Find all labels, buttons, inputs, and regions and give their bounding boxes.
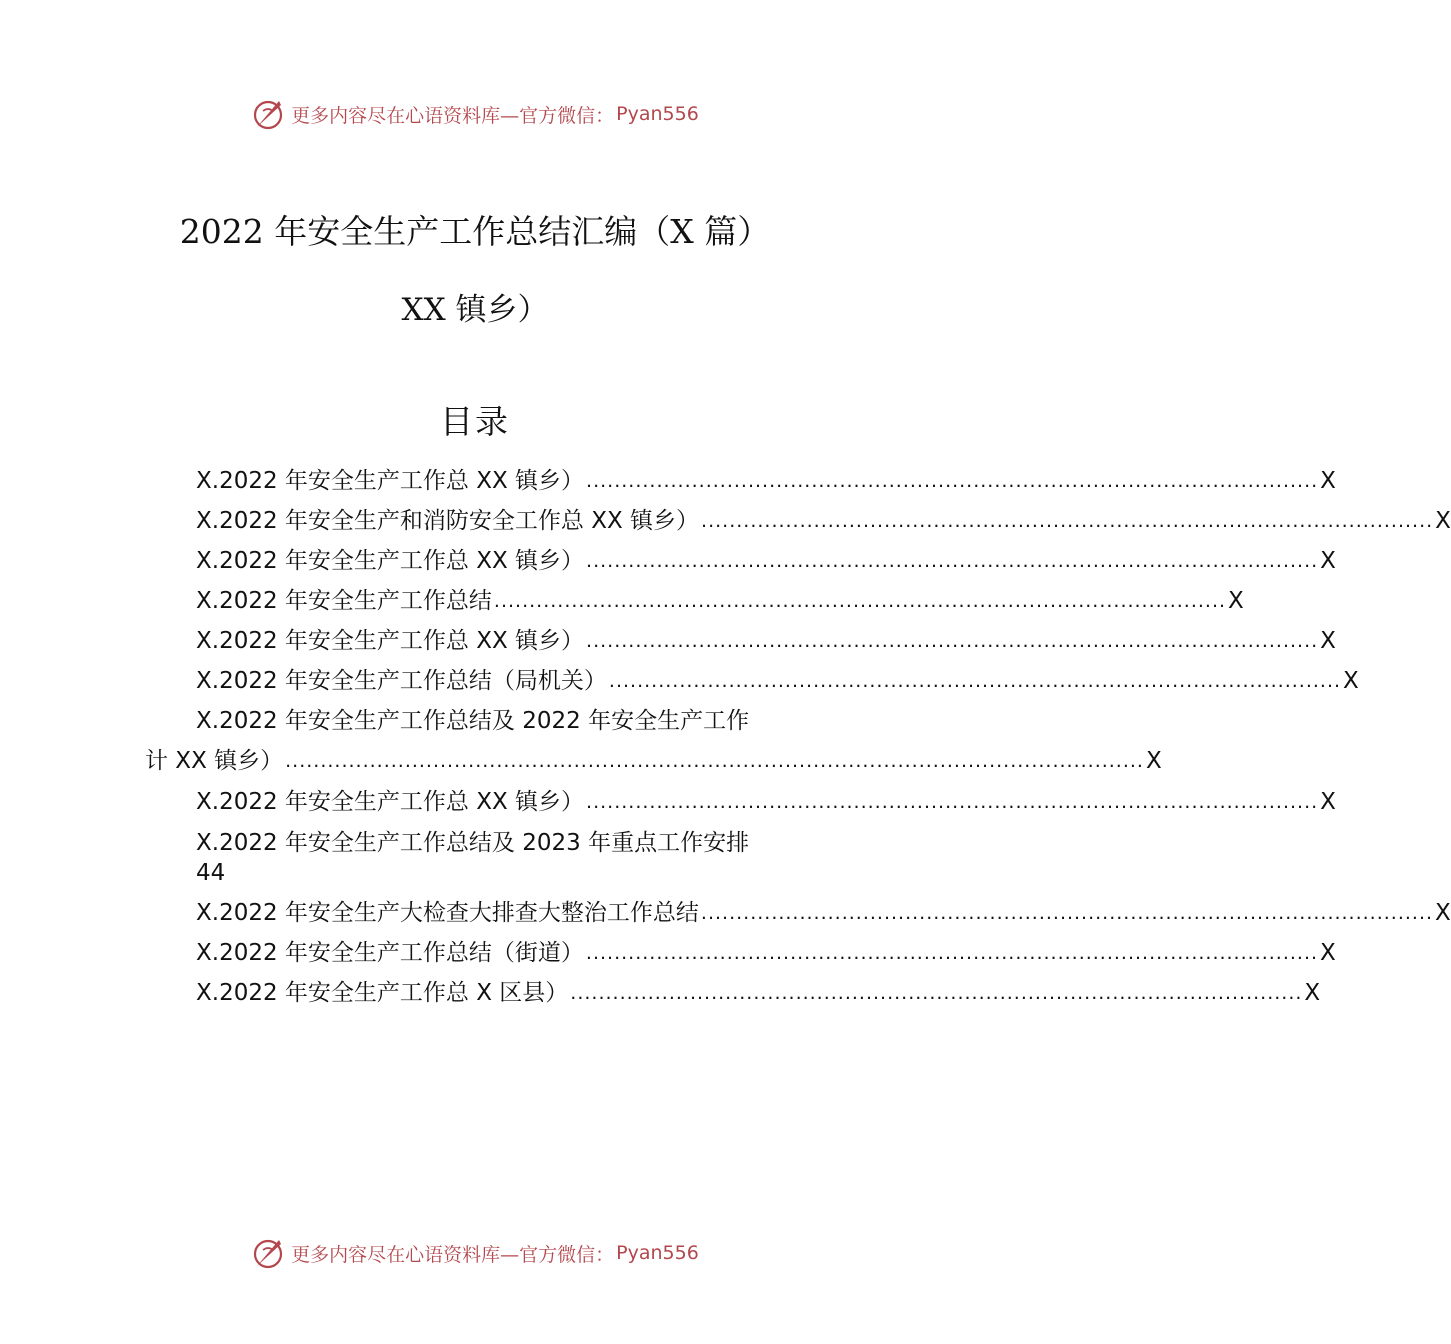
toc-leader-dots: ..........................................................................................................................: [285, 750, 1144, 772]
toc-entry[interactable]: [196, 546, 1336, 576]
toc-entry[interactable]: [196, 586, 1244, 616]
toc-entry[interactable]: [196, 626, 1336, 656]
document-subtitle: XX 镇乡）: [401, 292, 549, 328]
watermark-wechat-id: Pyan556: [616, 1242, 699, 1264]
toc-entry[interactable]: [196, 938, 1336, 968]
toc-entry-text: X.2022 年安全生产工作总 XX 镇乡）: [196, 628, 585, 654]
quill-logo-icon: [251, 1236, 285, 1270]
toc-entry-text[interactable]: X.2022 年安全生产工作总结及 2023 年重点工作安排: [196, 830, 750, 856]
toc-page-number: X: [1228, 588, 1244, 614]
toc-leader-dots: ........................................................................................................: [608, 670, 1342, 692]
toc-leader-dots: ........................................................................................................: [586, 470, 1319, 492]
toc-entry-text: X.2022 年安全生产工作总 XX 镇乡）: [196, 468, 585, 494]
toc-leader-dots: ........................................................................................................: [701, 510, 1434, 532]
toc-entry[interactable]: [196, 466, 1336, 496]
toc-page-number: X: [1320, 628, 1336, 654]
toc-page-number: 44: [196, 860, 226, 886]
toc-entry[interactable]: [196, 506, 1451, 536]
toc-entry-text: X.2022 年安全生产工作总 X 区县）: [196, 980, 569, 1006]
toc-leader-dots: ........................................................................................................: [586, 791, 1319, 813]
watermark-banner-top: [0, 94, 950, 134]
toc-leader-dots: ........................................................................................................: [586, 630, 1319, 652]
toc-entry-text: X.2022 年安全生产大检查大排查大整治工作总结: [196, 900, 699, 926]
toc-leader-dots: ........................................................................................................: [586, 550, 1319, 572]
watermark-wechat-id: Pyan556: [616, 103, 699, 125]
toc-page-number: X: [1435, 900, 1451, 926]
document-title: 2022 年安全生产工作总结汇编（X 篇）: [179, 212, 771, 251]
toc-entry[interactable]: [196, 978, 1321, 1008]
toc-leader-dots: ........................................................................................................: [493, 590, 1227, 612]
toc-leader-dots: ........................................................................................................: [700, 902, 1434, 924]
toc-entry-text: X.2022 年安全生产和消防安全工作总 XX 镇乡）: [196, 508, 700, 534]
watermark-text: 更多内容尽在心语资料库—官方微信：: [291, 1243, 615, 1266]
toc-entry-text: X.2022 年安全生产工作总 XX 镇乡）: [196, 548, 585, 574]
toc-page-number: X: [1320, 468, 1336, 494]
quill-logo-icon: [251, 97, 285, 131]
toc-entry[interactable]: [196, 787, 1336, 817]
toc-leader-dots: ........................................................................................................: [585, 942, 1319, 964]
toc-entry[interactable]: [196, 666, 1359, 696]
watermark-banner-bottom: [0, 1233, 950, 1273]
toc-page-number: X: [1145, 748, 1162, 774]
watermark-text: 更多内容尽在心语资料库—官方微信：: [291, 104, 615, 127]
toc-page-number: X: [1320, 789, 1336, 815]
toc-entry-text: X.2022 年安全生产工作总 XX 镇乡）: [196, 789, 585, 815]
toc-heading: 目录: [440, 402, 510, 441]
toc-leader-dots: ........................................................................................................: [570, 982, 1303, 1004]
toc-entry[interactable]: [196, 898, 1451, 928]
toc-entry-text: X.2022 年安全生产工作总结（街道）: [196, 940, 584, 966]
toc-entry-text-cont: 计 XX 镇乡）: [145, 748, 284, 774]
toc-page-number: X: [1435, 508, 1451, 534]
toc-entry-text: X.2022 年安全生产工作总结（局机关）: [196, 668, 607, 694]
toc-page-number: X: [1320, 548, 1336, 574]
toc-page-number: X: [1343, 668, 1359, 694]
toc-entry-text: X.2022 年安全生产工作总结: [196, 588, 492, 614]
toc-page-number: X: [1304, 980, 1321, 1006]
toc-entry-continuation[interactable]: [145, 746, 1162, 776]
toc-page-number: X: [1320, 940, 1336, 966]
toc-entry-text[interactable]: X.2022 年安全生产工作总结及 2022 年安全生产工作: [196, 708, 750, 734]
